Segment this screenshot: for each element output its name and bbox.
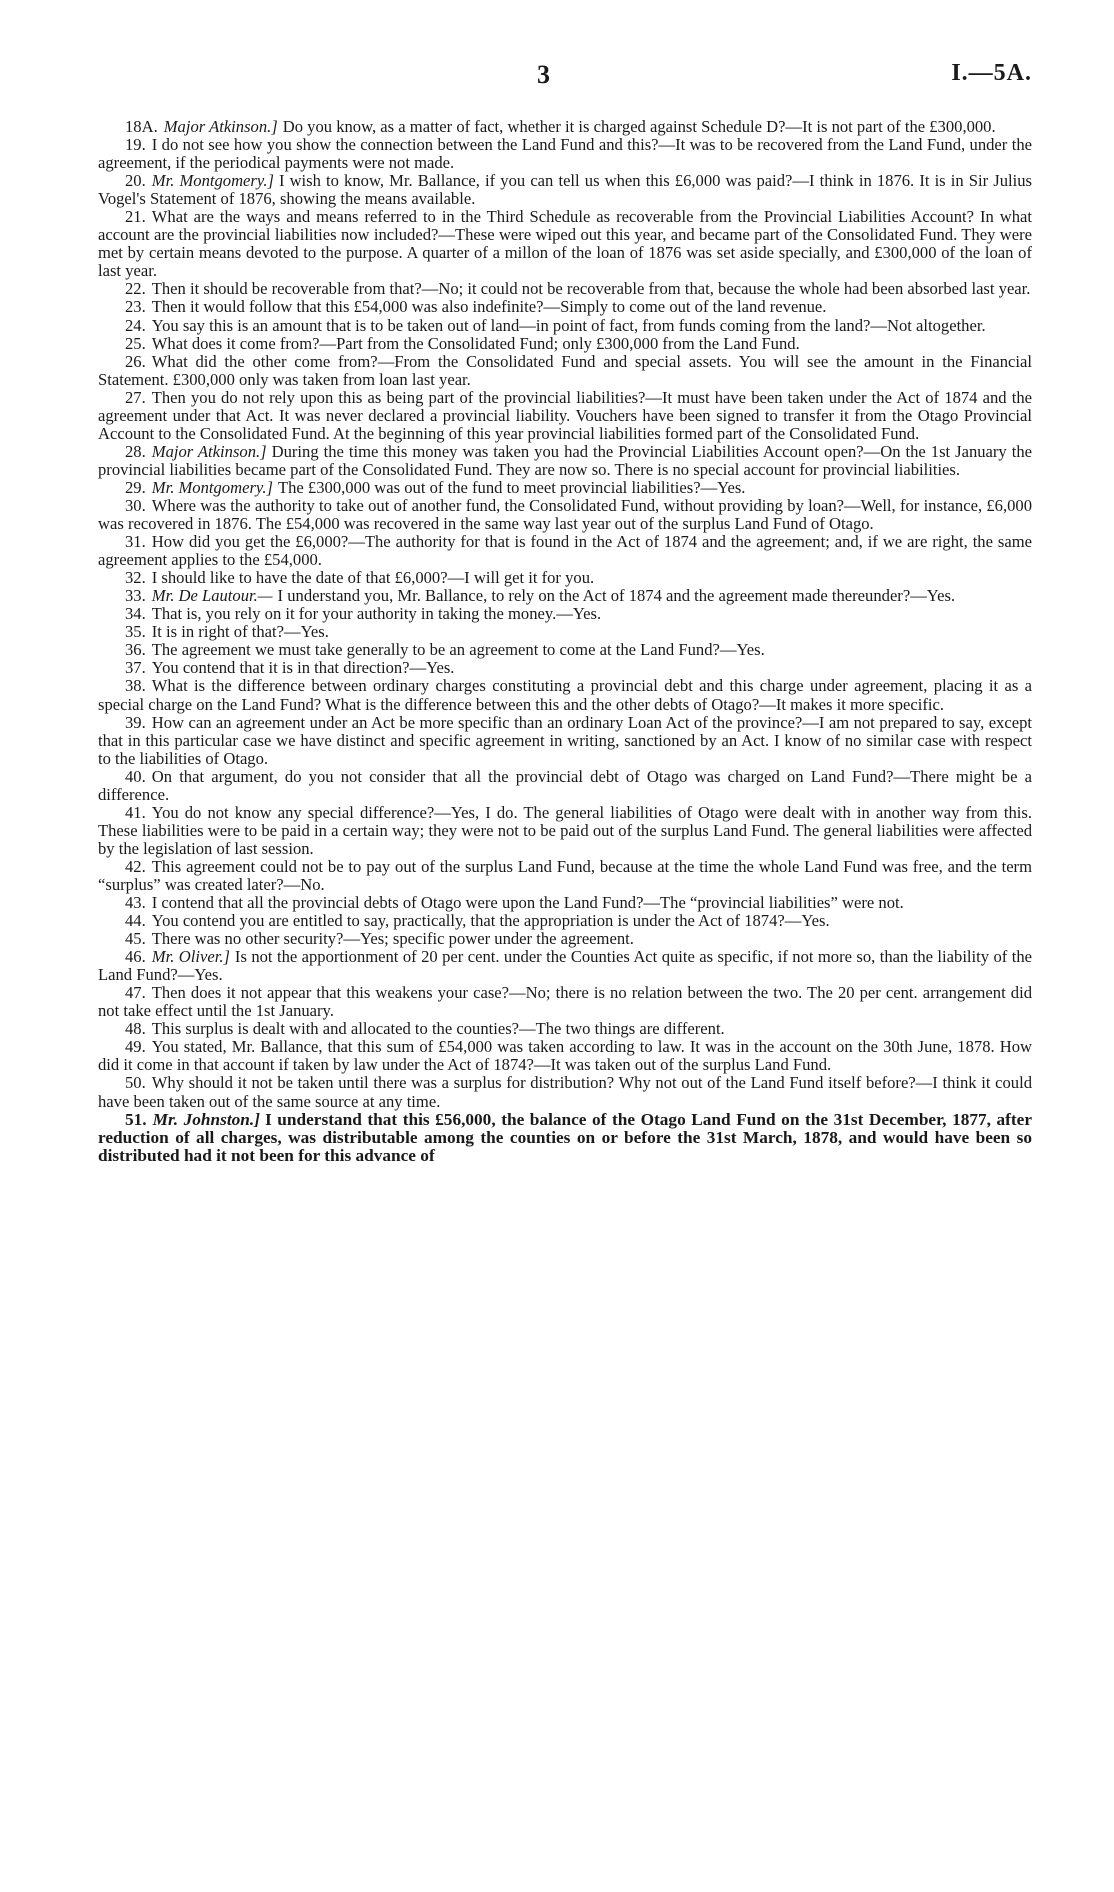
evidence-paragraph (98, 641, 1032, 659)
question-answer-text: What is the difference between ordinary charges constituting a provincial debt and this charge under agreement, placing it as a special charge on the Land Fund? What is the difference between this and the other debts of Otago?—It makes it more specific. (98, 676, 1032, 714)
evidence-paragraph (98, 1074, 1032, 1110)
evidence-paragraph (98, 659, 1032, 677)
speaker-name: Major Atkinson.] (151, 441, 267, 461)
question-answer-text: Then does it not appear that this weakens your case?—No; there is no relation between the two. The 20 per cent. arrangement did not take effect until the 1st January. (98, 983, 1032, 1021)
evidence-paragraph (98, 118, 1032, 136)
question-answer-text: Why should it not be taken until there was a surplus for distribution? Why not out of the Land Fund itself before?—I think it could have been taken out of the same source at any time. (98, 1073, 1032, 1111)
evidence-paragraph (98, 497, 1032, 533)
question-answer-text: Then it should be recoverable from that?—No; it could not be recoverable from that, because the whole had been absorbed last year. (151, 279, 1031, 299)
evidence-paragraph (98, 948, 1032, 984)
question-answer-text: Do you know, as a matter of fact, whether it is charged against Schedule D?—It is not part of the £300,000. (282, 117, 996, 136)
evidence-paragraph (98, 443, 1032, 479)
page-number: 3 (537, 60, 550, 89)
question-answer-text: There was no other security?—Yes; specific power under the agreement. (151, 929, 634, 949)
question-number: 48. (125, 1019, 146, 1039)
question-number: 33. (125, 586, 146, 606)
question-answer-text: What are the ways and means referred to in the Third Schedule as recoverable from the Provincial Liabilities Account? In what account are the provincial liabilities now included?—These were wiped out this year, and became part of the Consolidated Fund. They were met by certain means devoted to the purpose. A quarter of a millon of the loan of 1876 was set aside specially, and £300,000 of the loan of last year. (98, 207, 1032, 281)
question-answer-text: Then it would follow that this £54,000 was also indefinite?—Simply to come out of the land revenue. (151, 297, 827, 317)
question-number: 18A. (125, 117, 158, 136)
evidence-paragraph (98, 894, 1032, 912)
question-answer-text: It is in right of that?—Yes. (151, 622, 329, 642)
evidence-paragraph (98, 768, 1032, 804)
question-number: 29. (125, 477, 146, 497)
question-answer-text: On that argument, do you not consider that all the provincial debt of Otago was charged on Land Fund?—There might be a difference. (98, 766, 1032, 804)
question-answer-text: How did you get the £6,000?—The authority for that is found in the Act of 1874 and the agreement; and, if we are right, the same agreement applies to the £54,000. (98, 532, 1032, 570)
question-answer-text: You contend that it is in that direction?—Yes. (151, 658, 455, 678)
evidence-paragraph (98, 353, 1032, 389)
evidence-paragraph (98, 1038, 1032, 1074)
question-number: 32. (125, 568, 146, 588)
question-number: 40. (125, 766, 146, 786)
evidence-paragraph (98, 587, 1032, 605)
evidence-paragraph (98, 677, 1032, 713)
question-answer-text: This agreement could not be to pay out of the surplus Land Fund, because at the time the whole Land Fund was free, and the term “surplus” was created later?—No. (98, 856, 1032, 894)
question-answer-text: I understand that this £56,000, the balance of the Otago Land Fund on the 31st December, 1877, after reduction of all charges, was distributable among the counties on or before the 31st March, 1878, and would have been so distributed had it not been for this advance of (98, 1109, 1033, 1165)
evidence-paragraph (98, 335, 1032, 353)
question-answer-text: That is, you rely on it for your authority in taking the money.—Yes. (151, 604, 602, 624)
question-answer-text: You do not know any special difference?—Yes, I do. The general liabilities of Otago were dealt with in another way from this. These liabilities were to be paid in a certain way; they were not to be paid out of the surplus Land Fund. The general liabilities were affected by the legislation of last session. (98, 802, 1032, 858)
evidence-paragraph (98, 912, 1032, 930)
question-number: 28. (125, 441, 146, 461)
question-number: 31. (125, 532, 146, 552)
question-answer-text: The agreement we must take generally to be an agreement to come at the Land Fund?—Yes. (151, 640, 765, 660)
speaker-name: Mr. Oliver.] (151, 947, 230, 967)
question-number: 24. (125, 315, 146, 335)
question-number: 44. (125, 911, 146, 931)
question-number: 45. (125, 929, 146, 949)
question-answer-text: You say this is an amount that is to be taken out of land—in point of fact, from funds coming from the land?—Not altogether. (151, 315, 986, 335)
evidence-paragraph (98, 605, 1032, 623)
evidence-paragraph (98, 984, 1032, 1020)
question-number: 26. (125, 351, 146, 371)
question-answer-text: The £300,000 was out of the fund to meet provincial liabilities?—Yes. (277, 477, 746, 497)
question-number: 47. (125, 983, 146, 1003)
question-number: 38. (125, 676, 146, 696)
question-number: 25. (125, 333, 146, 353)
question-number: 50. (125, 1073, 146, 1093)
evidence-paragraph (98, 623, 1032, 641)
evidence-paragraph (98, 569, 1032, 587)
evidence-paragraph (98, 136, 1032, 172)
speaker-name: Mr. De Lautour.— (151, 586, 273, 606)
evidence-paragraph (98, 930, 1032, 948)
question-answer-text: Where was the authority to take out of another fund, the Consolidated Fund, without providing by loan?—Well, for instance, £6,000 was recovered in 1876. The £54,000 was recovered in the same way last year out of the surplus Land Fund of Otago. (98, 495, 1032, 534)
evidence-paragraph (98, 298, 1032, 316)
evidence-paragraph (98, 804, 1032, 858)
question-number: 30. (125, 495, 146, 515)
question-number: 19. (125, 135, 146, 155)
question-number: 36. (125, 640, 146, 660)
evidence-paragraph (98, 172, 1032, 208)
question-number: 37. (125, 658, 146, 678)
speaker-name: Mr. Montgomery.] (151, 171, 274, 191)
speaker-name: Mr. Montgomery.] (151, 477, 273, 497)
evidence-paragraph (98, 389, 1032, 443)
question-answer-text: You contend you are entitled to say, practically, that the appropriation is under the Act of 1874?—Yes. (151, 911, 830, 931)
evidence-paragraph (98, 1111, 1032, 1165)
question-answer-text: I understand you, Mr. Ballance, to rely on the Act of 1874 and the agreement made thereunder?—Yes. (277, 586, 956, 606)
question-answer-text: You stated, Mr. Ballance, that this sum of £54,000 was taken according to law. It was in the account on the 30th June, 1878. How did it come in that account if taken by law under the Act of 1874?—It was taken out of the surplus Land Fund. (98, 1037, 1032, 1075)
question-answer-text: How can an agreement under an Act be more specific than an ordinary Loan Act of the province?—I am not prepared to say, except that in this particular case we have distinct and specific agreement in writing, sanctioned by an Act. I know of no similar case with respect to the liabilities of Otago. (98, 712, 1032, 768)
evidence-paragraph (98, 533, 1032, 569)
question-answer-text: Then you do not rely upon this as being part of the provincial liabilities?—It must have been taken under the Act of 1874 and the agreement under that Act. It was never declared a provincial liability. Vouchers have been signed to transfer it from the Otago Provincial Account to the Consolidated Fund. At the beginning of this year provincial liabilities formed part of the Consolidated Fund. (98, 387, 1032, 443)
speaker-name: Mr. Johnston.] (152, 1109, 260, 1129)
question-answer-text: During the time this money was taken you had the Provincial Liabilities Account open?—On the 1st January the provincial liabilities became part of the Consolidated Fund. They are now so. There is no special account for provincial liabilities. (98, 441, 1032, 479)
question-number: 27. (125, 387, 146, 407)
speaker-name: Major Atkinson.] (163, 117, 278, 136)
question-answer-text: This surplus is dealt with and allocated to the counties?—The two things are different. (151, 1019, 725, 1039)
evidence-paragraph (98, 208, 1032, 280)
question-number: 21. (125, 207, 146, 227)
question-number: 39. (125, 712, 146, 732)
question-number: 41. (125, 802, 146, 822)
evidence-paragraph (98, 280, 1032, 298)
question-number: 49. (125, 1037, 146, 1057)
question-answer-text: What does it come from?—Part from the Consolidated Fund; only £300,000 from the Land Fund. (151, 333, 800, 353)
evidence-paragraph (98, 714, 1032, 768)
question-number: 23. (125, 297, 146, 317)
evidence-paragraph (98, 858, 1032, 894)
question-answer-text: I should like to have the date of that £6,000?—I will get it for you. (151, 568, 595, 588)
question-number: 22. (125, 279, 146, 299)
question-answer-text: What did the other come from?—From the Consolidated Fund and special assets. You will see the amount in the Financial Statement. £300,000 only was taken from loan last year. (98, 351, 1032, 389)
question-number: 51. (125, 1109, 147, 1129)
question-number: 20. (125, 171, 146, 191)
question-number: 46. (125, 947, 146, 967)
question-answer-text: I do not see how you show the connection between the Land Fund and this?—It was to be recovered from the Land Fund, under the agreement, if the periodical payments were not made. (98, 135, 1032, 173)
question-number: 43. (125, 893, 146, 913)
evidence-paragraph (98, 1020, 1032, 1038)
question-number: 42. (125, 856, 146, 876)
page-header (0, 60, 1114, 100)
question-answer-text: I wish to know, Mr. Ballance, if you can tell us when this £6,000 was paid?—I think in 1876. It is in Sir Julius Vogel's Statement of 1876, showing the means available. (98, 171, 1032, 209)
evidence-paragraph (98, 479, 1032, 497)
evidence-text (98, 118, 1032, 1165)
question-number: 35. (125, 622, 146, 642)
question-answer-text: Is not the apportionment of 20 per cent. under the Counties Act quite as specific, if not more so, than the liability of the Land Fund?—Yes. (98, 947, 1032, 985)
document-reference: I.—5A. (951, 60, 1032, 86)
question-number: 34. (125, 604, 146, 624)
question-answer-text: I contend that all the provincial debts of Otago were upon the Land Fund?—The “provincial liabilities” were not. (151, 893, 904, 913)
evidence-paragraph (98, 317, 1032, 335)
